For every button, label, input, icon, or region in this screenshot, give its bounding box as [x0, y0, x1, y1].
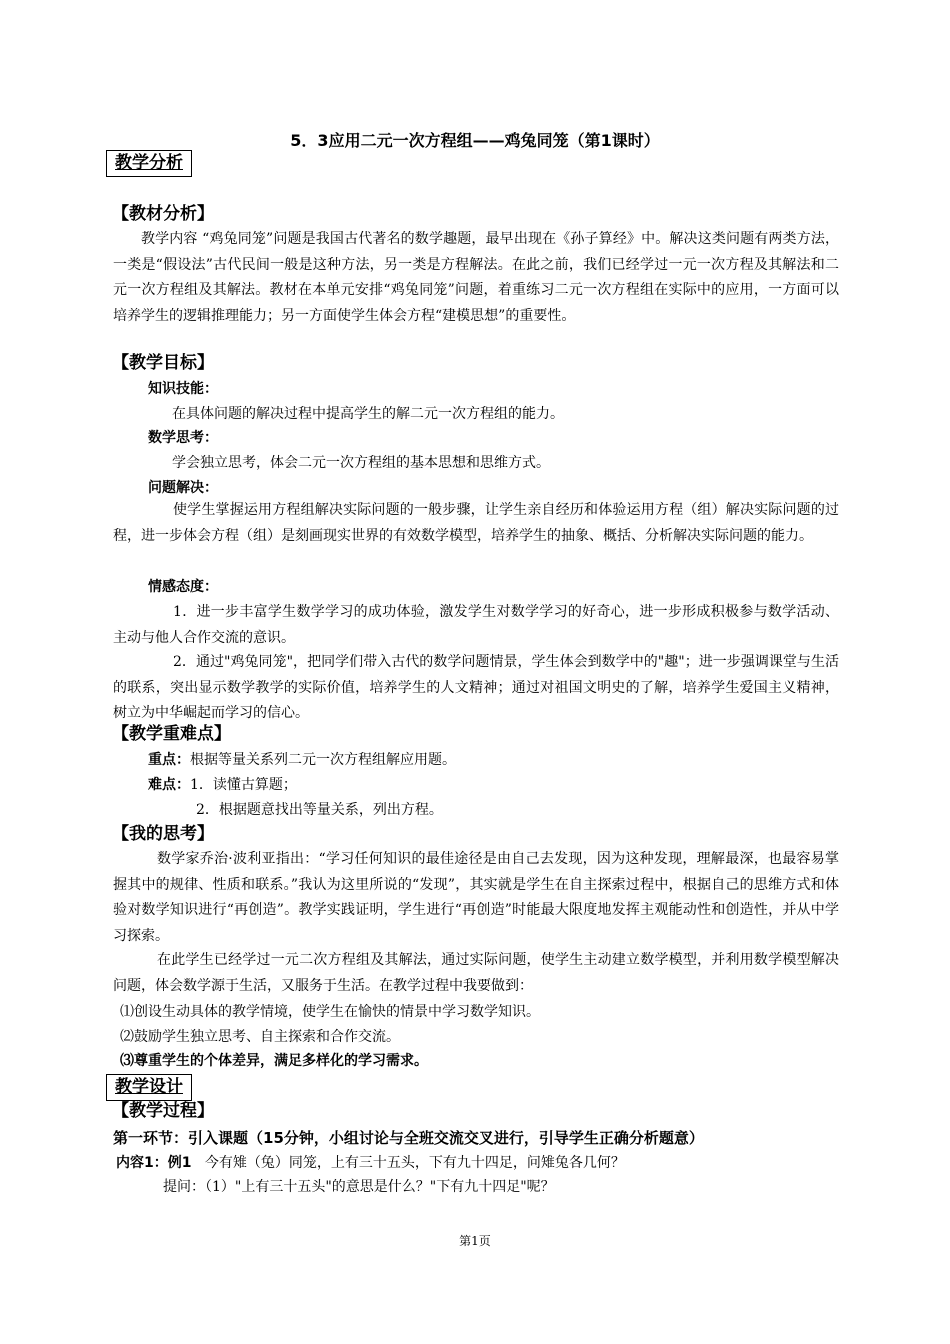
- heading-teaching-process: 【教学过程】: [112, 1101, 214, 1121]
- text-knowledge-skills: 在具体问题的解决过程中提高学生的解二元一次方程组的能力。: [172, 406, 564, 422]
- text-emotion-item-1: 1．进一步丰富学生数学学习的成功体验，激发学生对数学学习的好奇心，进一步形成积极参与数学活动、主动与他人合作交流的意识。: [113, 604, 839, 646]
- label-problem-solving: 问题解决：: [148, 480, 218, 496]
- section-box-teaching-analysis: [106, 150, 192, 177]
- label-emotion-attitude: 情感态度：: [148, 579, 218, 595]
- section-box-teaching-design: [106, 1074, 192, 1101]
- text-difficult-point-2: 2．根据题意找出等量关系，列出方程。: [196, 802, 443, 818]
- content-1-line: [116, 1153, 625, 1173]
- key-point-line: [148, 750, 456, 770]
- text-problem-solving: 使学生掌握运用方程组解决实际问题的一般步骤，让学生亲自经历和体验运用方程（组）解决实际问题的过程，进一步体会方程（组）是刻画现实世界的有效数学模型，培养学生的抽象、概括、分析解决实际问题的能力。: [113, 502, 839, 544]
- difficult-point-line: [148, 775, 297, 795]
- reflection-item-1: ⑴创设生动具体的教学情境，使学生在愉快的情景中学习数学知识。: [120, 1004, 540, 1020]
- reflection-item-2: ⑵鼓励学生独立思考、自主探索和合作交流。: [120, 1029, 400, 1045]
- label-key-point: 重点：: [148, 752, 190, 768]
- reflection-item-3: ⑶尊重学生的个体差异，满足多样化的学习需求。: [120, 1053, 428, 1069]
- heading-material-analysis: 【教材分析】: [112, 204, 214, 224]
- heading-my-reflection: 【我的思考】: [112, 824, 214, 844]
- paragraph-reflection-1: 数学家乔治·波利亚指出：“学习任何知识的最佳途径是由自己去发现，因为这种发现，理解最深，也最容易掌握其中的规律、性质和联系。”我认为这里所说的“发现”，其实就是学生在自主探索过程中，根据自己的思维方式和体验对数学知识进行“再创造”。教学实践证明，学生进行“再创造”时能最大限度地发挥主观能动性和创造性，并从中学习探索。: [113, 851, 839, 944]
- text-emotion-item-2: 2．通过"鸡兔同笼"，把同学们带入古代的数学问题情景，学生体会到数学中的"趣"；进一步强调课堂与生活的联系，突出显示数学教学的实际价值，培养学生的人文精神；通过对祖国文明史的了解，培养学生爱国主义精神，树立为中华崛起而学习的信心。: [113, 654, 839, 721]
- paragraph-reflection-2: 在此学生已经学过一元二次方程组及其解法，通过实际问题，使学生主动建立数学模型，并利用数学模型解决问题，体会数学源于生活，又服务于生活。在教学过程中我要做到：: [113, 952, 839, 994]
- text-example-1: 今有雉（兔）同笼，上有三十五头，下有九十四足，问雉兔各几何？: [204, 1155, 625, 1171]
- label-difficult-point: 难点：: [148, 777, 190, 793]
- step-1-heading: 第一环节：引入课题（15分钟，小组讨论与全班交流交叉进行，引导学生正确分析题意）: [113, 1129, 704, 1147]
- paragraph-material-analysis: 教学内容 “鸡兔同笼”问题是我国古代著名的数学趣题，最早出现在《孙子算经》中。解决这类问题有两类方法，一类是“假设法”古代民间一般是这种方法，另一类是方程解法。在此之前，我们已经学过一元一次方程及其解法和二元一次方程组及其解法。教材在本单元安排“鸡兔同笼”问题，着重练习二元一次方程组在实际中的应用，一方面可以培养学生的逻辑推理能力；另一方面使学生体会方程“建模思想”的重要性。: [113, 231, 839, 324]
- section-box-label: 教学设计: [115, 1077, 183, 1097]
- section-box-label: 教学分析: [115, 153, 183, 173]
- text-difficult-point-1: 1．读懂古算题；: [190, 777, 297, 793]
- label-content-1: 内容1：例1: [116, 1155, 192, 1171]
- label-knowledge-skills: 知识技能：: [148, 381, 218, 397]
- page-number: 第1页: [459, 1234, 491, 1248]
- heading-teaching-goals: 【教学目标】: [112, 353, 214, 373]
- label-math-thinking: 数学思考：: [148, 430, 218, 446]
- text-math-thinking: 学会独立思考，体会二元一次方程组的基本思想和思维方式。: [172, 455, 550, 471]
- heading-key-difficult-points: 【教学重难点】: [112, 724, 231, 744]
- text-question-1: 提问：（1）"上有三十五头"的意思是什么？"下有九十四足"呢？: [163, 1179, 555, 1195]
- text-key-point: 根据等量关系列二元一次方程组解应用题。: [190, 752, 456, 768]
- document-title: 5．3应用二元一次方程组——鸡兔同笼（第1课时）: [290, 131, 660, 150]
